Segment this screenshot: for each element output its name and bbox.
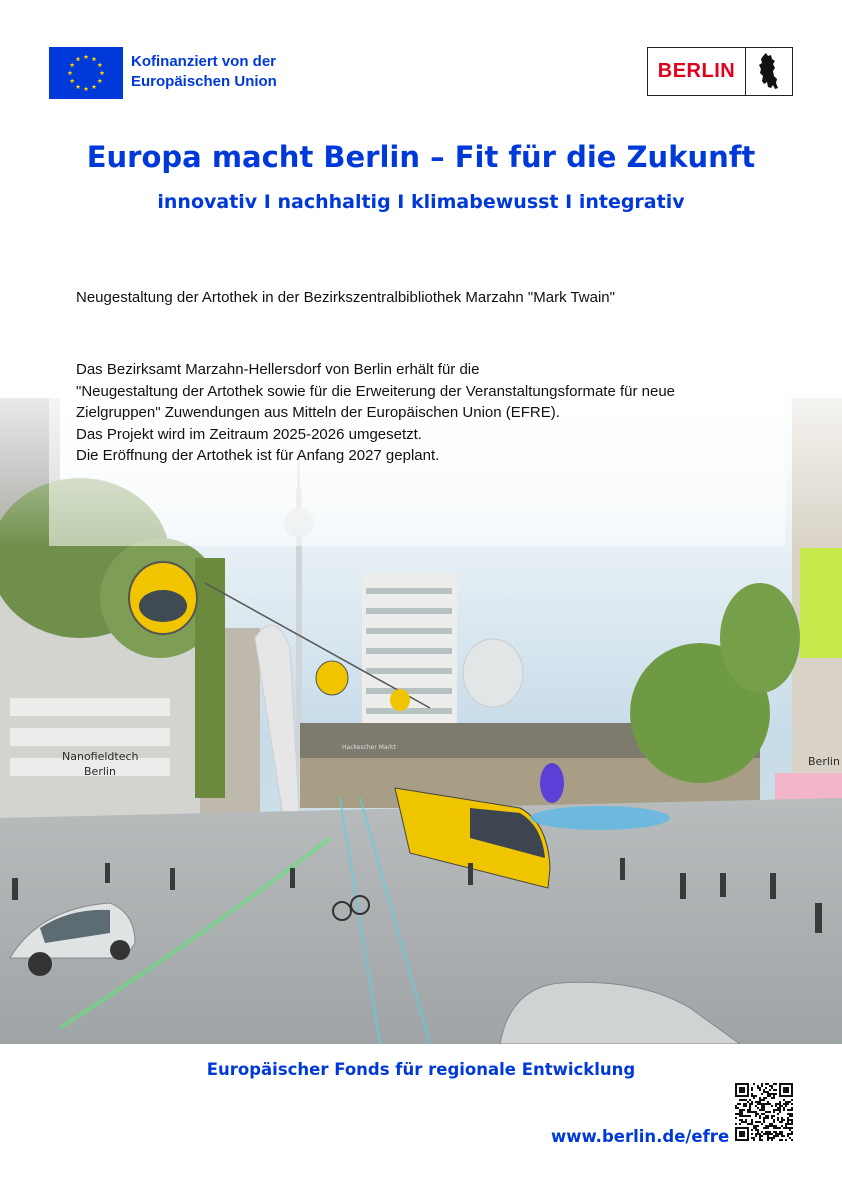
project-description: [76, 359, 675, 467]
website-link[interactable]: www.berlin.de/efre: [551, 1127, 730, 1146]
description-line: Das Bezirksamt Marzahn-Hellersdorf von Berlin erhält für die: [76, 361, 480, 378]
project-title: Neugestaltung der Artothek in der Bezirkszentralbibliothek Marzahn "Mark Twain": [76, 289, 615, 306]
building-sign-line1: Nanofieldtech: [62, 750, 139, 763]
eu-logo-line1: Kofinanziert von der: [131, 53, 277, 70]
page-subtitle: innovativ I nachhaltig I klimabewusst I integrativ: [157, 191, 685, 213]
berlin-bear-icon: [746, 48, 792, 95]
city-illustration: [0, 368, 842, 1044]
eu-logo-text: [131, 52, 277, 92]
description-line: Das Projekt wird im Zeitraum 2025-2026 umgesetzt.: [76, 425, 422, 443]
page-title: Europa macht Berlin – Fit für die Zukunft: [86, 140, 756, 174]
berlin-wordmark: BERLIN: [648, 48, 746, 95]
description-line: "Neugestaltung der Artothek sowie für die Erweiterung der Veranstaltungsformate für neue: [76, 382, 676, 400]
berlin-logo: [647, 47, 793, 96]
fund-name: Europäischer Fonds für regionale Entwicklung: [206, 1060, 636, 1079]
eu-flag-icon: [49, 47, 123, 99]
qr-code-icon: [735, 1083, 793, 1141]
eu-logo-line2: Europäischen Union: [131, 73, 277, 90]
description-line: Die Eröffnung der Artothek ist für Anfang 2027 geplant.: [76, 447, 440, 464]
eu-cofinancing-logo: [49, 47, 299, 99]
building-sign-line2: Berlin: [84, 765, 116, 778]
description-line: Zielgruppen" Zuwendungen aus Mitteln der Europäischen Union (EFRE).: [76, 404, 560, 421]
shop-sign: Berlin: [808, 755, 840, 768]
station-sign: Hackescher Markt: [342, 744, 396, 751]
